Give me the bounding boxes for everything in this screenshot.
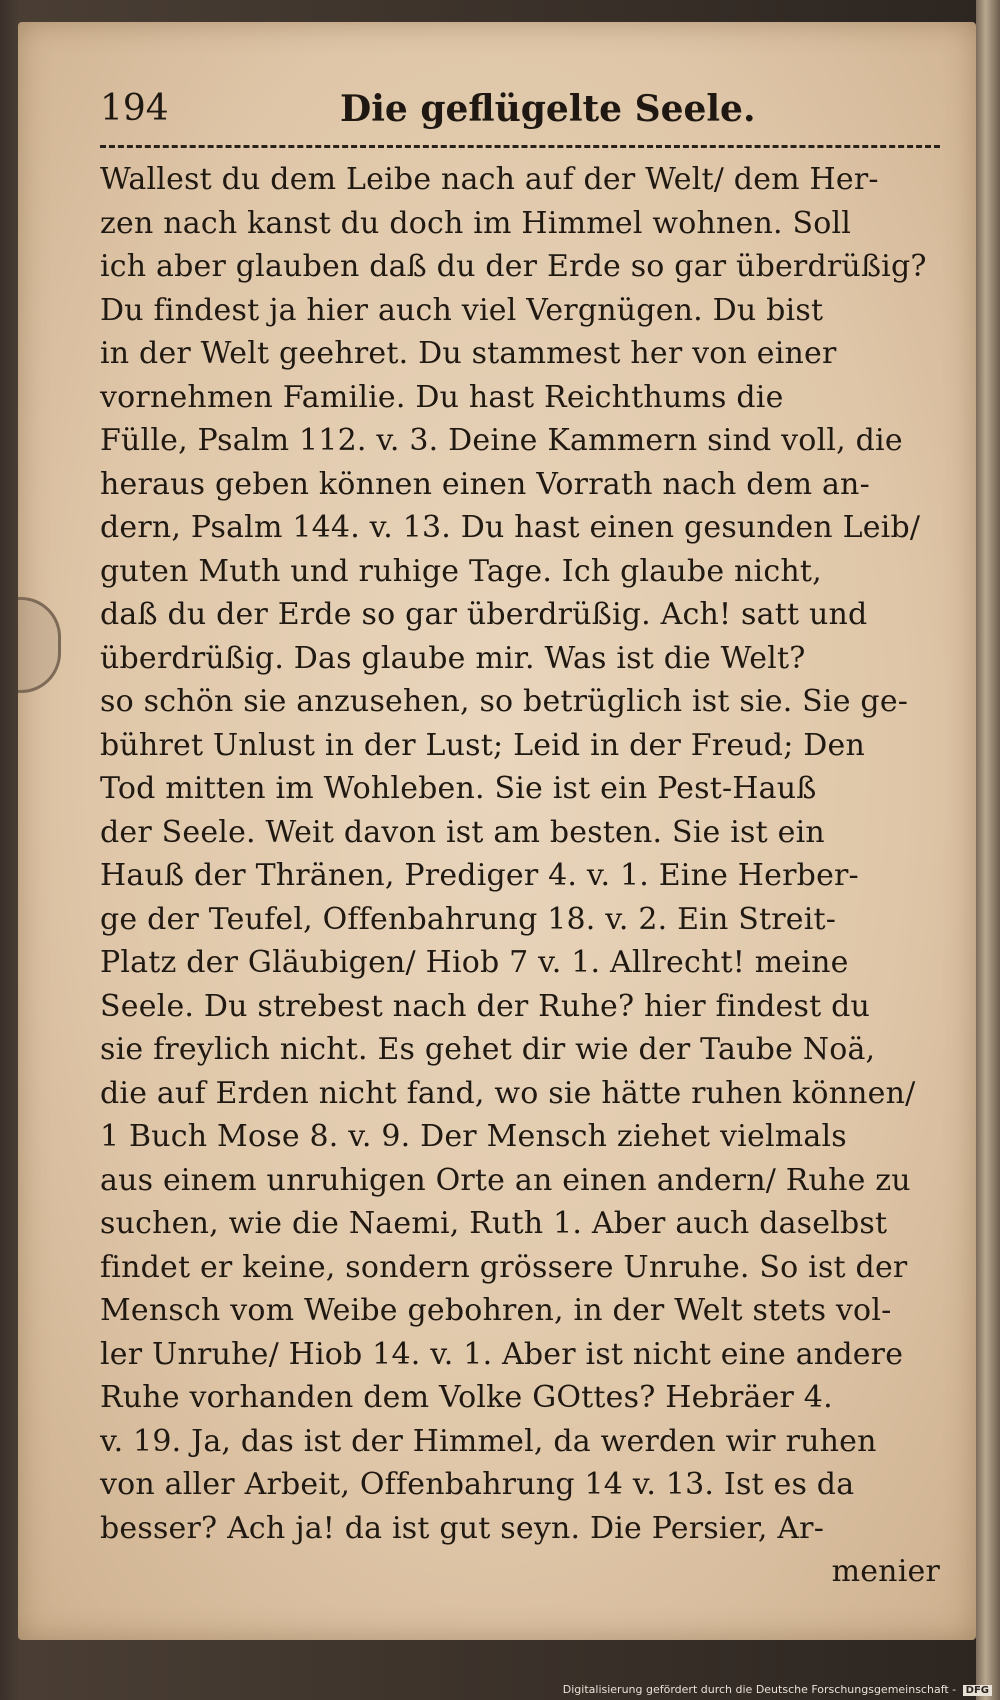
text-line: Mensch vom Weibe gebohren, in der Welt stets vol- xyxy=(100,1293,892,1328)
text-line: der Seele. Weit davon ist am besten. Sie ist ein xyxy=(100,814,825,850)
text-line: Seele. Du strebest nach der Ruhe? hier findest du xyxy=(100,988,871,1024)
text-line: guten Muth und ruhige Tage. Ich glaube nicht, xyxy=(100,553,822,589)
text-line: Platz der Gläubigen/ Hiob 7 v. 1. Allrecht! meine xyxy=(100,945,849,980)
dfg-logo: DFG xyxy=(963,1685,992,1696)
text-line: ich aber glauben daß du der Erde so gar überdrüßig? xyxy=(100,249,927,284)
text-line: Wallest du dem Leibe nach auf der Welt/ dem Her- xyxy=(100,162,879,197)
page-number: 194 xyxy=(100,88,169,129)
text-line: ler Unruhe/ Hiob 14. v. 1. Aber ist nicht eine andere xyxy=(100,1336,904,1372)
credit-text: Digitalisierung gefördert durch die Deutsche Forschungsgemeinschaft - xyxy=(562,1683,957,1696)
text-line: suchen, wie die Naemi, Ruth 1. Aber auch daselbst xyxy=(100,1206,888,1241)
text-line: Du findest ja hier auch viel Vergnügen. Du bist xyxy=(100,292,824,328)
clasp-loop xyxy=(18,597,61,693)
body-text xyxy=(100,158,940,1594)
running-title: Die geflügelte Seele. xyxy=(340,88,756,130)
text-line: 1 Buch Mose 8. v. 9. Der Mensch ziehet vielmals xyxy=(100,1119,847,1154)
text-line: zen nach kanst du doch im Himmel wohnen. Soll xyxy=(100,205,852,241)
header-rule xyxy=(100,145,940,148)
page-header xyxy=(100,80,890,140)
text-line: bühret Unlust in der Lust; Leid in der Freud; Den xyxy=(100,727,865,763)
text-line: überdrüßig. Das glaube mir. Was ist die Welt? xyxy=(100,640,806,676)
text-line: vornehmen Familie. Du hast Reichthums die xyxy=(100,379,784,415)
text-line: dern, Psalm 144. v. 13. Du hast einen gesunden Leib/ xyxy=(100,510,921,545)
text-line: so schön sie anzusehen, so betrüglich ist sie. Sie ge- xyxy=(100,684,909,719)
text-line: von aller Arbeit, Offenbahrung 14 v. 13. Ist es da xyxy=(100,1467,855,1502)
text-line: in der Welt geehret. Du stammest her von einer xyxy=(100,336,837,371)
book-edge xyxy=(976,0,1000,1700)
text-line: besser? Ach ja! da ist gut seyn. Die Persier, Ar- xyxy=(100,1510,825,1546)
text-line: Hauß der Thränen, Prediger 4. v. 1. Eine Herber- xyxy=(100,858,859,893)
text-line: Fülle, Psalm 112. v. 3. Deine Kammern sind voll, die xyxy=(100,423,903,458)
text-line: daß du der Erde so gar überdrüßig. Ach! satt und xyxy=(100,597,868,632)
text-line: Tod mitten im Wohleben. Sie ist ein Pest-Hauß xyxy=(100,771,817,806)
text-line: heraus geben können einen Vorrath nach dem an- xyxy=(100,466,870,502)
text-line: findet er keine, sondern grössere Unruhe. So ist der xyxy=(100,1249,908,1285)
digitization-credit xyxy=(563,1683,992,1696)
text-line: ge der Teufel, Offenbahrung 18. v. 2. Ein Streit- xyxy=(100,901,837,937)
catchword: menier xyxy=(831,1554,940,1589)
text-line: sie freylich nicht. Es gehet dir wie der Taube Noä, xyxy=(100,1032,876,1067)
text-line: v. 19. Ja, das ist der Himmel, da werden wir ruhen xyxy=(100,1423,877,1459)
text-line: Ruhe vorhanden dem Volke GOttes? Hebräer 4. xyxy=(100,1380,833,1415)
text-line: die auf Erden nicht fand, wo sie hätte ruhen können/ xyxy=(100,1075,916,1111)
text-line: aus einem unruhigen Orte an einen andern/ Ruhe zu xyxy=(100,1162,911,1198)
